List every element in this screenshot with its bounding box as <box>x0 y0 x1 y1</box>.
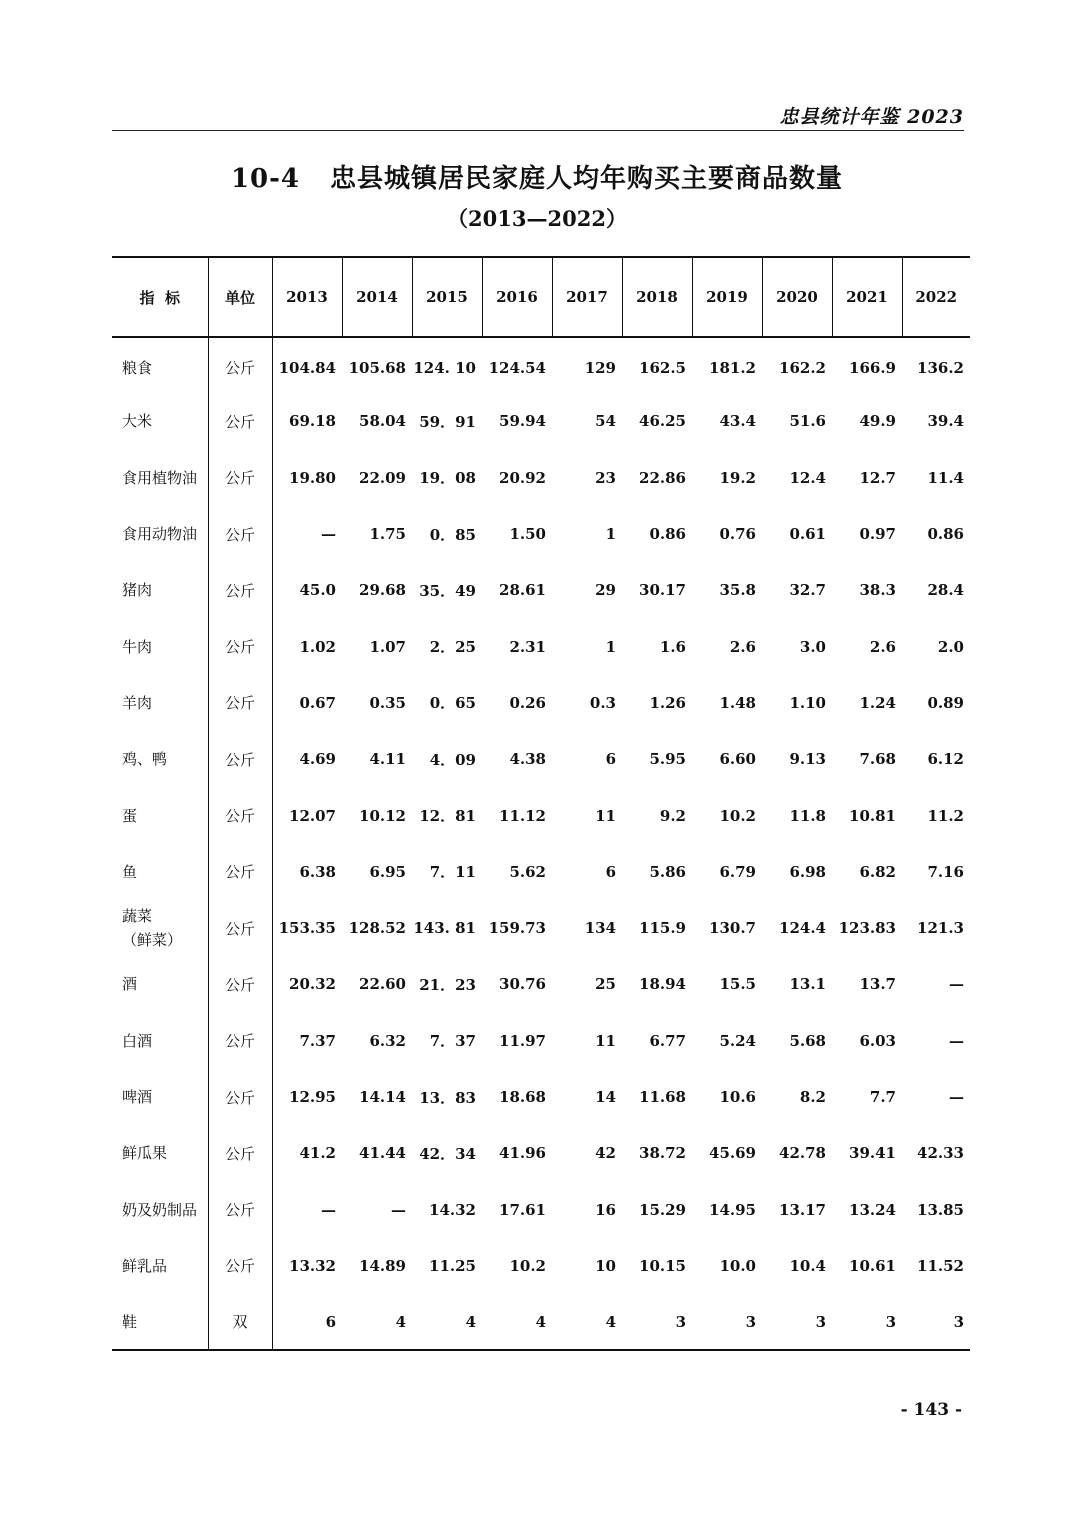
table-row <box>112 337 970 393</box>
table-cell: 7.16 <box>927 862 964 881</box>
row-indicator <box>112 393 208 449</box>
header-year: 2017 <box>552 257 622 337</box>
table-cell: 42.33 <box>917 1144 964 1163</box>
table-cell: 6.82 <box>859 862 896 881</box>
table-cell: 12.07 <box>272 787 342 843</box>
table-row <box>112 1013 970 1069</box>
table-number: 10-4 <box>230 164 301 194</box>
table-cell: 4．09 <box>429 750 476 769</box>
table-cell: 15.29 <box>639 1200 686 1219</box>
table-cell: 1 <box>605 637 616 656</box>
row-unit: 公斤 <box>208 618 272 674</box>
table-cell: 41.96 <box>499 1144 546 1163</box>
table-cell: 4.38 <box>509 750 546 769</box>
table-cell: 13.85 <box>917 1200 964 1219</box>
table-cell: 22.86 <box>639 468 686 487</box>
table-cell: 6.95 <box>369 862 406 881</box>
row-unit: 公斤 <box>208 787 272 843</box>
table-cell: 5.95 <box>649 750 686 769</box>
table-row <box>112 450 970 506</box>
table-cell: 4.69 <box>272 731 342 787</box>
table-cell: 11.97 <box>499 1031 546 1050</box>
table-cell: 7．37 <box>429 1032 476 1051</box>
table-cell: 11.8 <box>789 806 826 825</box>
table-cell: 13.7 <box>859 975 896 994</box>
table-cell: 128.52 <box>348 919 406 938</box>
row-unit: 公斤 <box>208 956 272 1012</box>
row-unit: 公斤 <box>208 1181 272 1237</box>
table-cell: 0.86 <box>927 525 964 544</box>
table-cell: 2．25 <box>429 638 476 657</box>
table-cell: 54 <box>595 412 616 431</box>
row-indicator-label: 食用植物油 <box>122 468 198 487</box>
table-cell: 3 <box>902 1294 970 1350</box>
table-cell: — <box>949 1088 964 1106</box>
table-cell: 130.7 <box>709 919 756 938</box>
table-row <box>112 675 970 731</box>
table-cell: 18.94 <box>639 975 686 994</box>
row-indicator <box>112 618 208 674</box>
header-year: 2020 <box>762 257 832 337</box>
table-cell: 3 <box>622 1294 692 1350</box>
table-cell: 11.2 <box>927 806 964 825</box>
table-cell: 0.26 <box>509 693 546 712</box>
table-cell: 2.6 <box>869 637 896 656</box>
table-cell: 19．08 <box>419 469 476 488</box>
table-cell: 14.89 <box>359 1256 406 1275</box>
table-cell: — <box>949 1031 964 1050</box>
table-row <box>112 731 970 787</box>
table-cell: 69.18 <box>272 393 342 449</box>
table-cell: 0．65 <box>429 694 476 713</box>
table-cell: 166.9 <box>849 358 896 377</box>
table-cell: 5.68 <box>789 1031 826 1050</box>
table-cell: 1.6 <box>659 637 686 656</box>
table-cell: 22.09 <box>359 468 406 487</box>
table-cell: 121.3 <box>917 919 964 938</box>
table-cell: 13.24 <box>849 1200 896 1219</box>
table-cell: — <box>391 1200 406 1219</box>
table-cell: 4 <box>412 1294 482 1350</box>
table-cell: 16 <box>595 1200 616 1219</box>
table-cell: 23 <box>595 468 616 487</box>
table-cell: 46.25 <box>639 412 686 431</box>
row-indicator-label: 酒 <box>122 975 138 994</box>
row-unit: 公斤 <box>208 731 272 787</box>
table-cell: 3.0 <box>799 637 826 656</box>
table-cell: 104.84 <box>272 337 342 393</box>
table-cell: 7.68 <box>859 750 896 769</box>
table-cell: 38.3 <box>859 581 896 600</box>
header-year: 2013 <box>272 257 342 337</box>
row-indicator <box>112 1069 208 1125</box>
table-cell: 15.5 <box>719 975 756 994</box>
row-indicator-label: 食用动物油 <box>122 525 198 544</box>
table-row <box>112 1238 970 1294</box>
table-cell: 22.60 <box>359 975 406 994</box>
table-cell: 0.97 <box>859 525 896 544</box>
table-cell: 2.0 <box>937 637 964 656</box>
table-cell: — <box>272 1181 342 1237</box>
table-cell: 20.32 <box>272 956 342 1012</box>
table-cell: 136.2 <box>917 358 964 377</box>
table-cell: 10 <box>595 1256 616 1275</box>
table-body <box>112 337 970 1350</box>
table-row <box>112 506 970 562</box>
yearbook-header: 忠县统计年鉴 2023 <box>779 106 964 128</box>
row-indicator-label: 奶及奶制品 <box>122 1200 198 1219</box>
table-cell: 124.4 <box>779 919 826 938</box>
table-cell: 162.2 <box>779 358 826 377</box>
table-cell: 35.8 <box>719 581 756 600</box>
table-cell: 10.2 <box>509 1256 546 1275</box>
table-cell: 4.11 <box>369 750 406 769</box>
table-row <box>112 956 970 1012</box>
table-cell: 13.1 <box>789 975 826 994</box>
row-unit: 公斤 <box>208 1125 272 1181</box>
table-cell: 162.5 <box>639 358 686 377</box>
header-year: 2016 <box>482 257 552 337</box>
table-row <box>112 844 970 900</box>
row-indicator-label: 鸡、鸭 <box>122 750 168 769</box>
table-cell: 0.86 <box>649 525 686 544</box>
header-year: 2022 <box>902 257 970 337</box>
table-cell: 153.35 <box>272 900 342 956</box>
table-cell: 1.10 <box>789 693 826 712</box>
table-cell: 1.48 <box>719 693 756 712</box>
table-cell: 7.7 <box>869 1088 896 1106</box>
table-cell: 9.13 <box>789 750 826 769</box>
table-cell: — <box>272 506 342 562</box>
row-indicator <box>112 1238 208 1294</box>
table-cell: 123.83 <box>838 919 896 938</box>
table-cell: 105.68 <box>348 358 406 377</box>
table-cell: 0.35 <box>369 693 406 712</box>
row-indicator-label: 鲜乳品 <box>122 1256 168 1275</box>
table-cell: 10.2 <box>719 806 756 825</box>
table-cell: 1.26 <box>649 693 686 712</box>
table-cell: 181.2 <box>709 358 756 377</box>
table-row <box>112 1294 970 1350</box>
table-cell: 28.61 <box>499 581 546 600</box>
table-cell: 7．11 <box>429 863 476 882</box>
table-cell: 115.9 <box>639 919 686 938</box>
row-indicator-label: 粮食 <box>122 358 153 377</box>
table-cell: 134 <box>584 919 616 938</box>
table-cell: 0．85 <box>429 525 476 544</box>
row-indicator <box>112 1013 208 1069</box>
table-cell: 30.17 <box>639 581 686 600</box>
table-cell: 11 <box>595 806 616 825</box>
table-cell: 11.4 <box>927 468 964 487</box>
row-unit: 公斤 <box>208 900 272 956</box>
header-rule <box>112 130 964 131</box>
table-cell: 0.89 <box>927 693 964 712</box>
table-cell: 10.12 <box>359 806 406 825</box>
row-indicator <box>112 562 208 618</box>
table-cell: 159.73 <box>488 919 546 938</box>
row-indicator-sublabel: （鲜菜） <box>122 931 183 950</box>
table-cell: 3 <box>762 1294 832 1350</box>
table-cell: 10.4 <box>789 1256 826 1275</box>
table-cell: 12.4 <box>789 468 826 487</box>
row-indicator <box>112 675 208 731</box>
row-indicator <box>112 506 208 562</box>
table-row <box>112 900 970 956</box>
row-indicator <box>112 1125 208 1181</box>
table-cell: 9.2 <box>659 806 686 825</box>
table-cell: 6.38 <box>272 844 342 900</box>
row-indicator <box>112 787 208 843</box>
table-cell: 19.2 <box>719 468 756 487</box>
table-subtitle: （2013—2022） <box>447 206 627 231</box>
row-indicator-label: 鱼 <box>122 862 138 881</box>
row-unit: 双 <box>208 1294 272 1350</box>
table-cell: 12．81 <box>419 807 476 826</box>
table-cell: 42 <box>595 1144 616 1163</box>
table-cell: 39.4 <box>927 412 964 431</box>
table-cell: 17.61 <box>499 1200 546 1219</box>
table-cell: 29 <box>595 581 616 600</box>
row-unit: 公斤 <box>208 562 272 618</box>
table-cell: 18.68 <box>499 1088 546 1106</box>
table-cell: 2.31 <box>509 637 546 656</box>
table-cell: 43.4 <box>719 412 756 431</box>
table-cell: 12.95 <box>272 1069 342 1125</box>
row-indicator-label: 猪肉 <box>122 581 153 600</box>
table-cell: 124. 10 <box>413 358 476 377</box>
table-cell: 14.95 <box>709 1200 756 1219</box>
row-unit: 公斤 <box>208 675 272 731</box>
table-cell: 41.44 <box>359 1144 406 1163</box>
statistics-table <box>112 256 970 1351</box>
row-indicator-label: 啤酒 <box>122 1088 153 1106</box>
table-cell: 21．23 <box>419 975 476 994</box>
table-cell: 10.0 <box>719 1256 756 1275</box>
table-cell: 6.32 <box>369 1031 406 1050</box>
table-cell: 1.75 <box>369 525 406 544</box>
table-cell: 2.6 <box>729 637 756 656</box>
table-cell: 11.25 <box>429 1256 476 1275</box>
table-cell: 11.52 <box>917 1256 964 1275</box>
table-cell: 0.76 <box>719 525 756 544</box>
table-cell: — <box>949 975 964 994</box>
table-title-text: 忠县城镇居民家庭人均年购买主要商品数量 <box>330 164 844 194</box>
table-cell: 11.12 <box>499 806 546 825</box>
table-cell: 0.61 <box>789 525 826 544</box>
header-unit: 单位 <box>208 257 272 337</box>
table-row <box>112 562 970 618</box>
table-cell: 8.2 <box>799 1088 826 1106</box>
table-cell: 29.68 <box>359 581 406 600</box>
header-year: 2014 <box>342 257 412 337</box>
row-indicator-label: 大米 <box>122 412 153 431</box>
table-cell: 6.03 <box>859 1031 896 1050</box>
row-unit: 公斤 <box>208 844 272 900</box>
row-indicator-label: 鲜瓜果 <box>122 1144 168 1163</box>
table-cell: 39.41 <box>849 1144 896 1163</box>
table-cell: 129 <box>584 358 616 377</box>
table-cell: 14 <box>595 1088 616 1106</box>
header-year: 2019 <box>692 257 762 337</box>
table-cell: 6 <box>605 750 616 769</box>
header-year: 2018 <box>622 257 692 337</box>
row-indicator-label: 白酒 <box>122 1031 153 1050</box>
table-cell: 7.37 <box>272 1013 342 1069</box>
row-indicator-label: 蛋 <box>122 806 138 825</box>
row-indicator-label: 蔬菜 <box>122 907 153 926</box>
table-cell: 13.32 <box>272 1238 342 1294</box>
table-cell: 11.68 <box>639 1088 686 1106</box>
table-row <box>112 1069 970 1125</box>
table-cell: 10.15 <box>639 1256 686 1275</box>
table-cell: 14.32 <box>429 1200 476 1219</box>
table-row <box>112 787 970 843</box>
table-cell: 59．91 <box>419 412 476 431</box>
table-cell: 6.98 <box>789 862 826 881</box>
table-cell: 10.81 <box>849 806 896 825</box>
header-year: 2015 <box>412 257 482 337</box>
table-cell: 25 <box>595 975 616 994</box>
table-row <box>112 1181 970 1237</box>
table-cell: 11 <box>595 1031 616 1050</box>
table-cell: 3 <box>832 1294 902 1350</box>
row-unit: 公斤 <box>208 1238 272 1294</box>
header-year: 2021 <box>832 257 902 337</box>
table-cell: 124.54 <box>488 358 546 377</box>
row-unit: 公斤 <box>208 1069 272 1125</box>
table-cell: 6.60 <box>719 750 756 769</box>
row-indicator-label: 羊肉 <box>122 693 153 712</box>
table-cell: 51.6 <box>789 412 826 431</box>
table-cell: 32.7 <box>789 581 826 600</box>
row-unit: 公斤 <box>208 1013 272 1069</box>
row-indicator <box>112 1181 208 1237</box>
row-indicator <box>112 956 208 1012</box>
table-cell: 13．83 <box>419 1088 476 1107</box>
table-title <box>0 158 1074 195</box>
row-indicator <box>112 844 208 900</box>
table-cell: 4 <box>552 1294 622 1350</box>
table-cell: 41.2 <box>272 1125 342 1181</box>
row-indicator <box>112 1294 208 1350</box>
table-cell: 13.17 <box>779 1200 826 1219</box>
row-indicator-label: 牛肉 <box>122 637 153 656</box>
table-cell: 6.12 <box>927 750 964 769</box>
table-cell: 6.77 <box>649 1031 686 1050</box>
table-cell: 59.94 <box>499 412 546 431</box>
table-cell: 1.07 <box>369 637 406 656</box>
table-row <box>112 618 970 674</box>
table-cell: 58.04 <box>359 412 406 431</box>
table-cell: 19.80 <box>272 450 342 506</box>
table-cell: 42．34 <box>419 1144 476 1163</box>
row-indicator <box>112 450 208 506</box>
row-unit: 公斤 <box>208 450 272 506</box>
table-cell: 4 <box>342 1294 412 1350</box>
table-cell: 12.7 <box>859 468 896 487</box>
table-cell: 3 <box>692 1294 762 1350</box>
row-indicator <box>112 900 208 956</box>
page-number: - 143 - <box>900 1400 962 1420</box>
table-cell: 6.79 <box>719 862 756 881</box>
row-unit: 公斤 <box>208 393 272 449</box>
table-cell: 10.61 <box>849 1256 896 1275</box>
row-indicator-label: 鞋 <box>122 1312 138 1331</box>
table-row <box>112 393 970 449</box>
table-cell: 42.78 <box>779 1144 826 1163</box>
table-cell: 45.69 <box>709 1144 756 1163</box>
table-cell: 20.92 <box>499 468 546 487</box>
table-cell: 4 <box>482 1294 552 1350</box>
table-cell: 0.3 <box>589 693 616 712</box>
table-cell: 30.76 <box>499 975 546 994</box>
row-indicator <box>112 337 208 393</box>
table-cell: 10.6 <box>719 1088 756 1106</box>
row-unit: 公斤 <box>208 506 272 562</box>
table-cell: 5.86 <box>649 862 686 881</box>
table-cell: 45.0 <box>272 562 342 618</box>
table-cell: 28.4 <box>927 581 964 600</box>
header-indicator: 指 标 <box>112 257 208 337</box>
table-cell: 1.50 <box>509 525 546 544</box>
row-unit: 公斤 <box>208 337 272 393</box>
table-cell: 5.24 <box>719 1031 756 1050</box>
table-row <box>112 1125 970 1181</box>
table-cell: 1.24 <box>859 693 896 712</box>
row-indicator <box>112 731 208 787</box>
table-cell: 14.14 <box>359 1088 406 1106</box>
table-cell: 38.72 <box>639 1144 686 1163</box>
table-cell: 1 <box>605 525 616 544</box>
table-cell: 5.62 <box>509 862 546 881</box>
table-header-row <box>112 257 970 337</box>
table-cell: 6 <box>605 862 616 881</box>
table-cell: 0.67 <box>272 675 342 731</box>
table-cell: 143. 81 <box>413 919 476 938</box>
table-cell: 49.9 <box>859 412 896 431</box>
table-cell: 1.02 <box>272 618 342 674</box>
table-cell: 35．49 <box>419 581 476 600</box>
table-cell: 6 <box>272 1294 342 1350</box>
